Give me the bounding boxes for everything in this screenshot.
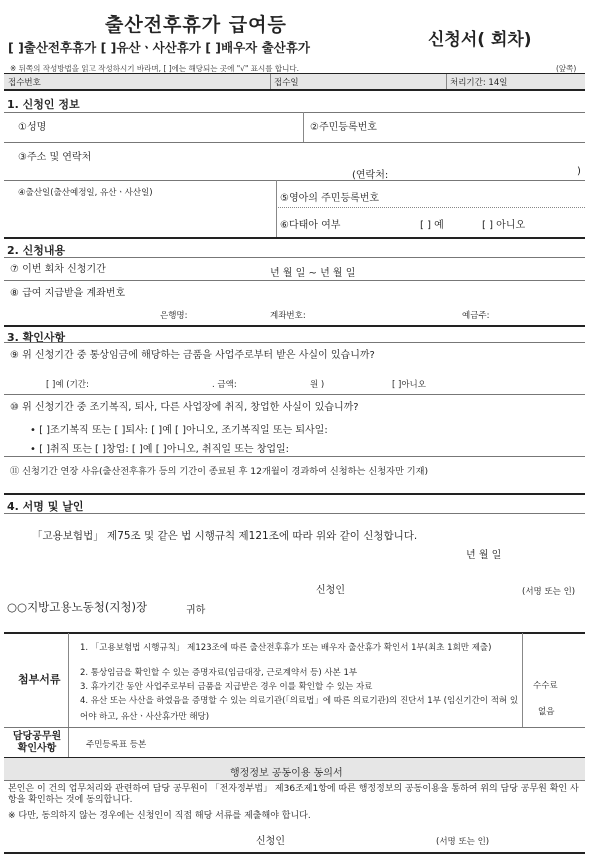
contact-label: (연락처: bbox=[352, 170, 389, 181]
applicant-label: 신청인 bbox=[316, 585, 345, 596]
bank-name-field[interactable]: 은행명: bbox=[160, 311, 188, 321]
official-check-value: 주민등록표 등본 bbox=[86, 740, 147, 750]
form-title: 출산전후휴가 급여등 bbox=[105, 14, 287, 36]
account-number-field[interactable]: 계좌번호: bbox=[270, 311, 306, 321]
section-3-title: 3. 확인사항 bbox=[7, 331, 66, 344]
divider bbox=[4, 237, 585, 239]
consent-sign-note: (서명 또는 인) bbox=[436, 837, 490, 847]
processing-period: 처리기간: 14일 bbox=[450, 78, 508, 88]
page-side-label: (앞쪽) bbox=[556, 64, 577, 73]
multiple-no-checkbox[interactable]: [ ] 아니오 bbox=[482, 220, 526, 231]
consent-applicant-label: 신청인 bbox=[256, 836, 285, 847]
divider bbox=[4, 142, 585, 143]
divider bbox=[4, 780, 585, 781]
divider bbox=[4, 112, 585, 113]
question-10: ⑩ 위 신청기간 중 조기복직, 퇴사, 다른 사업장에 취직, 창업한 사실이 있습니까? bbox=[10, 402, 359, 413]
rrn-label: ②주민등록번호 bbox=[310, 122, 377, 133]
q10-employment-or-startup-row[interactable]: • [ ]취직 또는 [ ]창업: [ ]예 [ ]아니오, 취직일 또는 창업일: bbox=[30, 444, 290, 455]
divider bbox=[68, 633, 69, 757]
divider bbox=[4, 180, 585, 181]
birth-date-label: ④출산일(출산예정일, 유산ㆍ사산일) bbox=[18, 188, 153, 198]
form-subtitle: [ ]출산전후휴가 [ ]유산ㆍ사산휴가 [ ]배우자 출산휴가 bbox=[8, 40, 310, 55]
period-label: ⑦ 이번 회차 신청기간 bbox=[10, 264, 106, 275]
section-1-title: 1. 신청인 정보 bbox=[7, 98, 80, 111]
consent-text: 본인은 이 건의 업무처리와 관련하여 담당 공무원이 「전자정부법」 제36조제1항에 따른 행정정보의 공동이용을 통하여 위의 담당 공무원 확인 사항을 확인하는 것에 동의합니다. bbox=[8, 784, 579, 805]
q10-return-or-quit-row[interactable]: • [ ]조기복직 또는 [ ]퇴사: [ ]예 [ ]아니오, 조기복직일 또는 퇴사일: bbox=[30, 425, 328, 436]
office-name: ○○지방고용노동청(지청)장 bbox=[7, 600, 148, 614]
receipt-date: 접수일 bbox=[274, 78, 299, 88]
q9-yes-checkbox[interactable]: [ ]예 (기간: bbox=[46, 380, 89, 390]
declaration-date[interactable]: 년 월 일 bbox=[466, 550, 502, 561]
attachment-item: 4. 유산 또는 사산을 하였음을 증명할 수 있는 의료기관(「의료법」에 따른 의료기관)의 진단서 1부 (임신기간이 적혀 있어야 하고, 유산ㆍ사산휴가만 해당) bbox=[80, 696, 519, 722]
declaration-statement: 「고용보험법」 제75조 및 같은 법 시행규칙 제121조에 따라 위와 같이 신청합니다. bbox=[32, 530, 418, 542]
divider bbox=[4, 394, 585, 395]
divider bbox=[4, 513, 585, 514]
divider bbox=[276, 207, 585, 208]
divider bbox=[4, 325, 585, 327]
account-label: ⑧ 급여 지급받을 계좌번호 bbox=[10, 288, 126, 299]
honorific: 귀하 bbox=[186, 605, 206, 616]
account-holder-field[interactable]: 예금주: bbox=[462, 311, 490, 321]
attachment-item: 3. 휴가기간 동안 사업주로부터 금품을 지급받은 경우 이를 확인할 수 있는 자료 bbox=[80, 682, 373, 692]
attachment-item: 2. 통상임금을 확인할 수 있는 증명자료(임금대장, 근로계약서 등) 사본 1부 bbox=[80, 668, 358, 678]
applicant-sign-note: (서명 또는 인) bbox=[522, 587, 576, 597]
fee-label: 수수료 bbox=[533, 681, 558, 691]
receipt-number: 접수번호 bbox=[8, 78, 41, 88]
q9-won-label: 원 ) bbox=[310, 380, 325, 390]
consent-note: ※ 다만, 동의하지 않는 경우에는 신청인이 직접 해당 서류를 제출해야 합니다. bbox=[8, 811, 311, 821]
q9-amount-label: . 금액: bbox=[212, 380, 237, 390]
contact-close: ) bbox=[577, 166, 581, 177]
name-label: ①성명 bbox=[18, 122, 47, 133]
consent-title: 행정정보 공동이용 동의서 bbox=[230, 768, 343, 779]
question-9: ⑨ 위 신청기간 중 통상임금에 해당하는 금품을 사업주로부터 받은 사실이 있습니까? bbox=[10, 350, 375, 361]
period-value[interactable]: 년 월 일 ~ 년 월 일 bbox=[270, 268, 356, 279]
divider bbox=[4, 257, 585, 258]
multiple-yes-checkbox[interactable]: [ ] 예 bbox=[420, 220, 444, 231]
divider bbox=[276, 180, 277, 237]
divider bbox=[303, 112, 304, 142]
question-11: ⑪ 신청기간 연장 사유(출산전후휴가 등의 기간이 종료된 후 12개월이 경과하여 신청하는 신청자만 기재) bbox=[10, 466, 429, 477]
divider bbox=[4, 456, 585, 457]
section-4-title: 4. 서명 및 날인 bbox=[7, 500, 84, 513]
divider bbox=[4, 493, 585, 495]
official-check-label: 담당공무원 확인사항 bbox=[12, 731, 62, 754]
divider bbox=[4, 852, 585, 854]
divider bbox=[4, 727, 585, 728]
divider bbox=[4, 280, 585, 281]
address-label: ③주소 및 연락처 bbox=[18, 152, 92, 163]
divider bbox=[522, 633, 523, 727]
multiple-birth-label: ⑥다태아 여부 bbox=[280, 220, 341, 231]
infant-rrn-label: ⑤영아의 주민등록번호 bbox=[280, 193, 380, 204]
divider bbox=[446, 74, 447, 89]
divider bbox=[4, 342, 585, 343]
instruction-note: ※ 뒤쪽의 작성방법을 읽고 작성하시기 바라며, [ ]에는 해당되는 곳에 "√" 표시를 합니다. bbox=[10, 64, 300, 73]
attachment-item: 1. 「고용보험법 시행규칙」 제123조에 따른 출산전후휴가 또는 배우자 출산휴가 확인서 1부(최초 1회만 제출) bbox=[80, 643, 492, 653]
q9-no-checkbox[interactable]: [ ]아니오 bbox=[392, 380, 426, 390]
fee-value: 없음 bbox=[538, 707, 555, 717]
attachments-label: 첨부서류 bbox=[18, 673, 61, 686]
divider bbox=[270, 74, 271, 89]
divider bbox=[4, 89, 585, 91]
section-2-title: 2. 신청내용 bbox=[7, 244, 66, 257]
form-name: 신청서( 회차) bbox=[428, 30, 532, 50]
divider bbox=[4, 632, 585, 634]
